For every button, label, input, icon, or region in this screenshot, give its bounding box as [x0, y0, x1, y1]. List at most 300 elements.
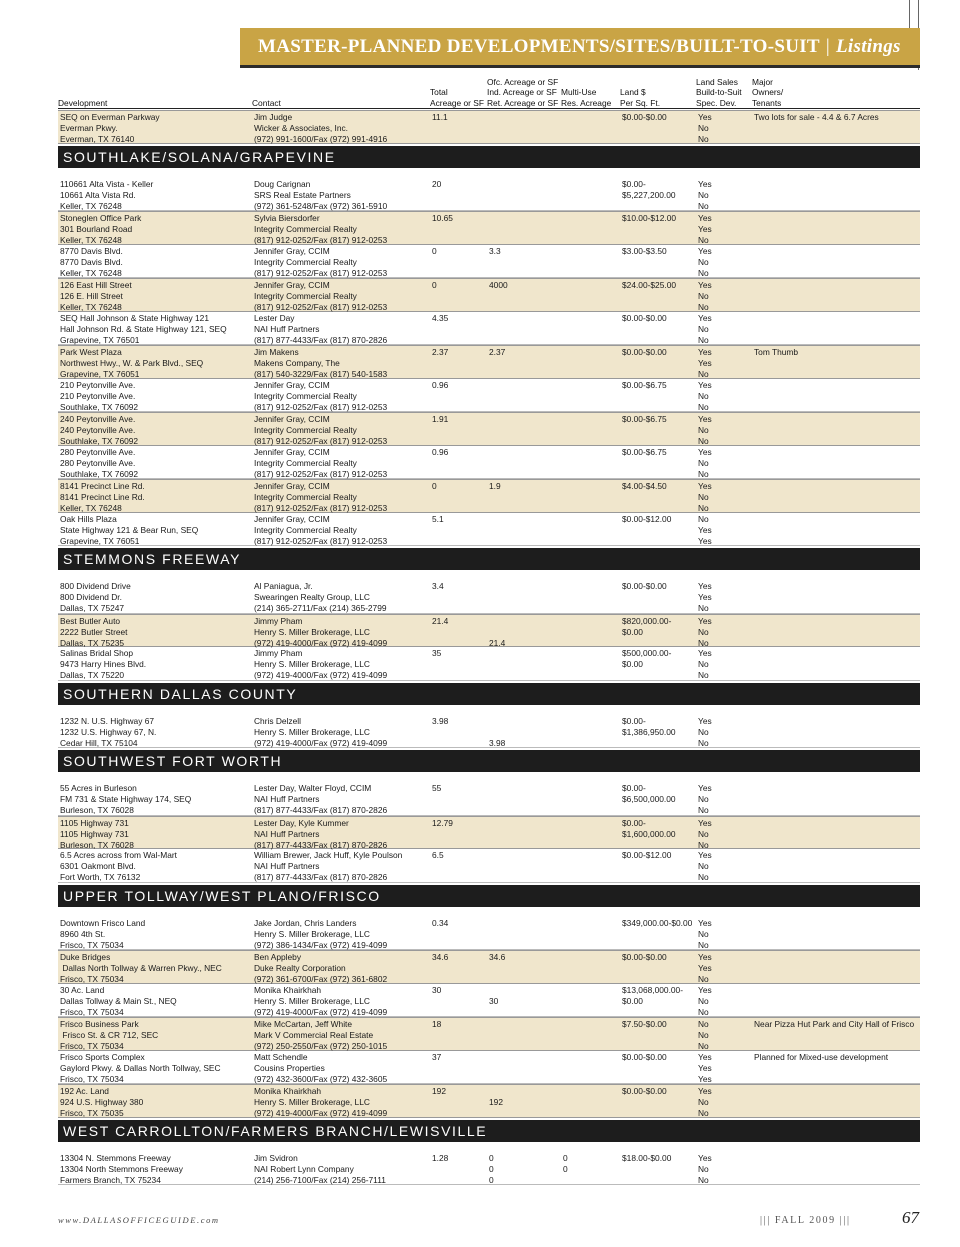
table-row [58, 446, 920, 480]
cell-line: Yes [698, 358, 712, 369]
section-spacer [58, 570, 920, 580]
column-header-owners-tenants [752, 77, 783, 109]
cell-line: Fort Worth, TX 76132 [60, 872, 141, 883]
column-header-line: Ind. Acreage or SF [487, 87, 557, 97]
cell-line: No [698, 334, 709, 345]
table-row [58, 312, 920, 346]
cell-line: No [698, 726, 709, 737]
cell-line: 0 [489, 1174, 494, 1185]
cell-line: Frisco Sports Complex [60, 1051, 145, 1062]
cell-line: $24.00-$25.00 [622, 280, 677, 290]
cell-land-sales-flags [698, 581, 752, 614]
cell-line: (214) 256-7100/Fax (214) 256-7111 [254, 1174, 386, 1185]
table-row [58, 245, 920, 279]
cell-line: William Brewer, Jack Huff, Kyle Poulson [254, 850, 403, 860]
cell-line: SRS Real Estate Partners [254, 189, 351, 200]
cell-line: Yes [698, 481, 712, 491]
cell-line: Keller, TX 76248 [60, 200, 122, 211]
cell-line: (817) 912-0252/Fax (817) 912-0253 [254, 235, 388, 246]
cell-line: $1,386,950.00 [622, 726, 676, 737]
cell-line: Doug Carignan [254, 178, 311, 189]
cell-line: Jim Svidron [254, 1152, 298, 1163]
cell-line: 0 [489, 1152, 494, 1163]
cell-line: Southlake, TX 76092 [60, 468, 139, 479]
cell-line: 6.5 Acres across from Wal-Mart [60, 850, 177, 860]
cell-line: Monika Khairkhah [254, 984, 322, 995]
cell-total-acreage [432, 716, 487, 727]
section-title: WEST CARROLLTON/FARMERS BRANCH/LEWISVILLE [63, 1122, 488, 1139]
cell-development [60, 414, 250, 447]
cell-line: Yes [698, 1152, 712, 1163]
cell-line: 18 [432, 1019, 442, 1029]
cell-total-acreage [432, 414, 487, 425]
cell-line: 210 Peytonville Ave. [60, 390, 136, 401]
cell-land-price [622, 616, 697, 638]
cell-land-price [622, 716, 697, 738]
cell-land-price [622, 179, 697, 201]
cell-acreage-breakdown [489, 985, 561, 1007]
cell-line: $349,000.00-$0.00 [622, 917, 693, 928]
table-row [58, 178, 920, 212]
banner-title-text: MASTER-PLANNED DEVELOPMENTS/SITES/BUILT-TO-SUIT [258, 36, 820, 57]
cell-line: Yes [698, 280, 712, 290]
column-header-line: Total [430, 87, 448, 97]
cell-line: Yes [698, 715, 712, 726]
cell-contact [254, 514, 429, 547]
cell-total-acreage [432, 1019, 487, 1030]
cell-line: Integrity Commercial Realty [254, 457, 357, 468]
cell-line: Gaylord Pkwy. & Dallas North Tollway, SEC [60, 1062, 221, 1073]
cell-owners-tenants [754, 1052, 924, 1063]
cell-owners-tenants [754, 347, 924, 358]
cell-line: Downtown Frisco Land [60, 917, 146, 928]
cell-line: (817) 912-0252/Fax (817) 912-0253 [254, 468, 388, 479]
cell-line: Southlake, TX 76092 [60, 436, 139, 447]
cell-line: No [698, 134, 709, 145]
column-header-multi-use [561, 87, 611, 108]
cell-line: Frisco, TX 75034 [60, 974, 124, 985]
cell-line: 4000 [489, 280, 508, 290]
cell-acreage-breakdown [489, 616, 561, 649]
cell-line: Monika Khairkhah [254, 1086, 322, 1096]
cell-land-price [622, 850, 697, 861]
section-title: SOUTHWEST FORT WORTH [63, 753, 283, 769]
cell-line: (817) 912-0252/Fax (817) 912-0253 [254, 302, 388, 313]
table-row [58, 1084, 920, 1118]
cell-line: Yes [698, 917, 712, 928]
cell-line: 9473 Harry Hines Blvd. [60, 659, 147, 670]
cell-line: 8770 Davis Blvd. [60, 245, 123, 256]
cell-line: No [698, 861, 709, 872]
cell-line: Tom Thumb [754, 347, 799, 357]
cell-line: No [698, 189, 709, 200]
cell-line: No [698, 200, 709, 211]
cell-line: No [698, 1097, 709, 1108]
cell-line: Integrity Commercial Realty [254, 492, 357, 503]
cell-development [60, 616, 250, 649]
cell-line: Grapevine, TX 76501 [60, 334, 140, 345]
cell-land-price [622, 481, 697, 492]
cell-line: Yes [698, 245, 712, 256]
table-row [58, 950, 920, 984]
cell-development [60, 280, 250, 313]
table-row [58, 412, 920, 446]
cell-owners-tenants [754, 1019, 924, 1030]
cell-land-price [622, 1052, 697, 1063]
cell-line: Jennifer Gray, CCIM [254, 481, 330, 491]
cell-line: $500,000.00- [622, 648, 672, 658]
section-header [58, 750, 920, 772]
cell-line: Two lots for sale - 4.4 & 6.7 Acres [754, 112, 879, 122]
cell-line: 13304 North Stemmons Freeway [60, 1163, 183, 1174]
cell-contact [254, 952, 429, 985]
cell-line: SEQ Hall Johnson & State Highway 121 [60, 312, 209, 323]
cell-development [60, 918, 250, 951]
cell-total-acreage [432, 246, 487, 257]
table-header [58, 72, 920, 108]
cell-land-sales-flags [698, 850, 752, 883]
cell-line: (972) 419-4000/Fax (972) 419-4099 [254, 737, 388, 748]
cell-line: Integrity Commercial Realty [254, 291, 357, 302]
cell-line: No [698, 457, 709, 468]
section-title: STEMMONS FREEWAY [63, 551, 242, 567]
cell-line: (817) 540-3229/Fax (817) 540-1583 [254, 369, 388, 380]
cell-total-acreage [432, 985, 487, 996]
cell-line: Integrity Commercial Realty [254, 524, 357, 535]
cell-development [60, 1052, 250, 1085]
cell-acreage-breakdown [489, 952, 561, 963]
cell-line: Best Butler Auto [60, 615, 121, 626]
cell-line: 30 [489, 995, 499, 1006]
banner-title [258, 36, 901, 58]
cell-line: No [698, 425, 709, 436]
table-row [58, 647, 920, 681]
cell-line: No [698, 1006, 709, 1017]
cell-land-sales-flags [698, 716, 752, 749]
cell-line: $7.50-$0.00 [622, 1019, 667, 1029]
cell-line: Mike McCartan, Jeff White [254, 1019, 353, 1029]
cell-line: Planned for Mixed-use development [754, 1051, 889, 1062]
cell-line: (972) 419-4000/Fax (972) 419-4099 [254, 1108, 388, 1119]
cell-development [60, 1019, 250, 1052]
cell-line: Yes [698, 817, 712, 828]
cell-total-acreage [432, 850, 487, 861]
column-header-line: Spec. Dev. [696, 97, 737, 108]
cell-contact [254, 1019, 429, 1052]
cell-line: NAI Huff Partners [254, 828, 320, 839]
table-row [58, 479, 920, 513]
cell-line: 8770 Davis Blvd. [60, 256, 123, 267]
cell-contact [254, 918, 429, 951]
column-header-line: Acreage or SF [430, 97, 484, 108]
cell-line: Jimmy Pham [254, 615, 303, 626]
cell-total-acreage [432, 447, 487, 458]
cell-line: (817) 912-0252/Fax (817) 912-0253 [254, 503, 388, 514]
cell-line: Yes [698, 1051, 712, 1062]
banner-subtitle: Listings [836, 36, 901, 57]
cell-total-acreage [432, 481, 487, 492]
cell-line: Lester Day, Kyle Kummer [254, 817, 349, 828]
cell-line: 8960 4th St. [60, 928, 106, 939]
margin-line [909, 0, 910, 28]
cell-total-acreage [432, 347, 487, 358]
cell-line: No [698, 1019, 709, 1029]
cell-line: No [698, 235, 709, 246]
cell-contact [254, 850, 429, 883]
cell-line: 1.28 [432, 1152, 449, 1163]
table-row [58, 614, 920, 648]
cell-line: No [698, 503, 709, 514]
cell-line: Jim Makens [254, 347, 299, 357]
cell-total-acreage [432, 112, 487, 123]
cell-development [60, 581, 250, 614]
cell-land-sales-flags [698, 1019, 752, 1052]
cell-line: 4.35 [432, 312, 449, 323]
cell-line: 280 Peytonville Ave. [60, 457, 136, 468]
cell-line: 3.3 [489, 245, 501, 256]
cell-line: (817) 877-4433/Fax (817) 870-2826 [254, 839, 388, 850]
cell-line: $0.00- [622, 715, 646, 726]
cell-line: NAI Huff Partners [254, 861, 320, 872]
cell-line: 5.1 [432, 513, 444, 524]
table-row [58, 278, 920, 312]
cell-line: No [698, 794, 709, 805]
cell-line: $0.00-$0.00 [622, 1086, 667, 1096]
cell-contact [254, 380, 429, 413]
column-header-line: Per Sq. Ft. [620, 97, 661, 108]
cell-line: $0.00- [622, 178, 646, 189]
cell-development [60, 648, 250, 681]
cell-land-price [622, 347, 697, 358]
cell-line: 0.96 [432, 379, 449, 390]
cell-line: $10.00-$12.00 [622, 213, 677, 223]
cell-line: $6,500,000.00 [622, 794, 676, 805]
cell-land-price [622, 112, 697, 123]
cell-total-acreage [432, 818, 487, 829]
table-row [58, 984, 920, 1018]
cell-line: (972) 419-4000/Fax (972) 419-4099 [254, 670, 388, 681]
cell-line: No [698, 974, 709, 985]
cell-line: Yes [698, 592, 712, 603]
table-row [58, 782, 920, 816]
cell-line: Yes [698, 648, 712, 658]
cell-line: Dallas, TX 75235 [60, 637, 125, 648]
cell-contact [254, 783, 429, 816]
cell-line: Grapevine, TX 76051 [60, 369, 140, 380]
cell-line: Yes [698, 581, 712, 591]
table-row [58, 211, 920, 245]
cell-land-price [622, 1019, 697, 1030]
cell-line: Henry S. Miller Brokerage, LLC [254, 1097, 370, 1108]
table-row [58, 1051, 920, 1085]
table-row [58, 580, 920, 614]
cell-line: 0.96 [432, 446, 449, 457]
cell-line: 1105 Highway 731 [60, 817, 129, 828]
cell-line: No [698, 603, 709, 614]
cell-line: (817) 912-0252/Fax (817) 912-0253 [254, 267, 388, 278]
cell-development [60, 952, 250, 985]
cell-development [60, 380, 250, 413]
cell-line: Hall Johnson Rd. & State Highway 121, SEQ [60, 323, 227, 334]
cell-line: 0 [563, 1163, 568, 1174]
cell-line: (817) 877-4433/Fax (817) 870-2826 [254, 805, 388, 816]
cell-line: $0.00 [622, 626, 643, 637]
cell-line: 30 Ac. Land [60, 984, 105, 995]
section-title: UPPER TOLLWAY/WEST PLANO/FRISCO [63, 887, 381, 904]
cell-line: $1,600,000.00 [622, 828, 676, 839]
cell-contact [254, 818, 429, 851]
cell-line: Ben Appleby [254, 952, 302, 962]
cell-land-sales-flags [698, 818, 752, 851]
cell-line: Integrity Commercial Realty [254, 390, 357, 401]
cell-line: 37 [432, 1051, 442, 1062]
cell-line: Integrity Commercial Realty [254, 425, 357, 436]
cell-line: $0.00-$0.00 [622, 1051, 667, 1062]
cell-line: 21.4 [432, 615, 449, 626]
cell-line: Park West Plaza [60, 347, 122, 357]
cell-line: (214) 365-2711/Fax (214) 365-2799 [254, 603, 387, 614]
cell-line: Henry S. Miller Brokerage, LLC [254, 626, 370, 637]
cell-line: 8141 Precinct Line Rd. [60, 481, 145, 491]
cell-line: No [698, 401, 709, 412]
cell-line [489, 627, 561, 638]
table-row [58, 917, 920, 951]
table-row [58, 110, 920, 144]
cell-land-price [622, 514, 697, 525]
cell-line: No [698, 737, 709, 748]
cell-line: 280 Peytonville Ave. [60, 446, 136, 457]
cell-line: (817) 912-0252/Fax (817) 912-0253 [254, 401, 388, 412]
cell-line: 192 Ac. Land [60, 1086, 109, 1096]
cell-land-sales-flags [698, 1052, 752, 1085]
cell-owners-tenants [754, 112, 924, 123]
cell-development [60, 783, 250, 816]
cell-line: No [698, 323, 709, 334]
cell-line: 0 [563, 1152, 568, 1163]
cell-line: Frisco St. & CR 712, SEC [60, 1030, 159, 1041]
cell-line: No [698, 492, 709, 503]
cell-line: Dallas North Tollway & Warren Pkwy., NEC [60, 963, 222, 974]
cell-line: 55 Acres in Burleson [60, 783, 137, 793]
cell-land-sales-flags [698, 1086, 752, 1119]
cell-line: 1.91 [432, 414, 449, 424]
table-row [58, 379, 920, 413]
cell-line: No [698, 1163, 709, 1174]
cell-line: 0 [432, 245, 437, 256]
cell-development [60, 850, 250, 883]
cell-land-sales-flags [698, 985, 752, 1018]
cell-line: Yes [698, 446, 712, 457]
cell-acreage-breakdown [489, 1086, 561, 1108]
cell-line: Yes [698, 1086, 712, 1096]
cell-line: No [698, 659, 709, 670]
cell-line: Frisco, TX 75034 [60, 939, 124, 950]
cell-land-price [622, 380, 697, 391]
section-spacer [58, 1142, 920, 1152]
cell-line: $0.00-$0.00 [622, 952, 667, 962]
cell-contact [254, 112, 429, 145]
cell-total-acreage [432, 280, 487, 291]
cell-line: Grapevine, TX 76051 [60, 535, 140, 546]
cell-development [60, 246, 250, 279]
cell-line: No [698, 267, 709, 278]
cell-line: Dallas Tollway & Main St., NEQ [60, 995, 177, 1006]
cell-contact [254, 985, 429, 1018]
cell-development [60, 313, 250, 346]
cell-line: SEQ on Everman Parkway [60, 112, 160, 122]
cell-line: (972) 361-6700/Fax (972) 361-6802 [254, 974, 388, 985]
cell-line: 3.98 [432, 715, 449, 726]
cell-total-acreage [432, 918, 487, 929]
cell-line: Jake Jordan, Chris Landers [254, 917, 357, 928]
cell-line: No [698, 302, 709, 313]
cell-line: Yes [698, 783, 712, 793]
cell-contact [254, 447, 429, 480]
footer-website: www.DALLASOFFICEGUIDE.com [58, 1215, 220, 1225]
cell-land-sales-flags [698, 112, 752, 145]
cell-line: $0.00 [622, 995, 643, 1006]
cell-line: No [698, 1174, 709, 1185]
cell-line: 0 [432, 280, 437, 290]
column-header-total-acreage [430, 87, 484, 108]
column-header-line: Land Sales [696, 76, 738, 87]
cell-line: 0.34 [432, 917, 449, 928]
cell-line: Cousins Properties [254, 1062, 325, 1073]
cell-line: Keller, TX 76248 [60, 503, 122, 514]
cell-line: (817) 877-4433/Fax (817) 870-2826 [254, 334, 388, 345]
cell-total-acreage [432, 1153, 487, 1164]
column-header-line: Development [58, 97, 108, 108]
cell-line: 1232 U.S. Highway 67, N. [60, 726, 157, 737]
cell-land-price [622, 783, 697, 805]
section-header [58, 548, 920, 570]
cell-line: Yes [698, 224, 712, 235]
cell-development [60, 447, 250, 480]
cell-land-price [622, 213, 697, 224]
listings-table [58, 110, 920, 1185]
cell-line: 192 [432, 1086, 446, 1096]
cell-line: Yes [698, 615, 712, 626]
cell-line: No [698, 637, 709, 648]
cell-line: No [698, 468, 709, 479]
column-header-line: Build-to-Suit [696, 87, 742, 97]
cell-land-price [622, 313, 697, 324]
cell-line: 0 [432, 481, 437, 491]
column-header-land-price [620, 87, 660, 108]
table-row [58, 345, 920, 379]
cell-line: Burleson, TX 76028 [60, 839, 134, 850]
cell-line: Cedar Hill, TX 75104 [60, 737, 138, 748]
cell-development [60, 179, 250, 212]
cell-land-price [622, 918, 697, 929]
cell-line: $0.00-$0.00 [622, 112, 667, 122]
page-number: 67 [902, 1208, 919, 1227]
cell-land-sales-flags [698, 280, 752, 313]
cell-total-acreage [432, 213, 487, 224]
column-header-line: Ret. Acreage or SF [487, 97, 559, 108]
section-header [58, 683, 920, 705]
cell-line: Everman Pkwy. [60, 123, 118, 134]
cell-line: Yes [698, 984, 712, 995]
cell-line: Yes [698, 1062, 712, 1073]
cell-development [60, 514, 250, 547]
section-spacer [58, 907, 920, 917]
cell-development [60, 213, 250, 246]
cell-land-sales-flags [698, 514, 752, 547]
cell-contact [254, 347, 429, 380]
cell-total-acreage [432, 514, 487, 525]
cell-line: Jennifer Gray, CCIM [254, 245, 330, 256]
